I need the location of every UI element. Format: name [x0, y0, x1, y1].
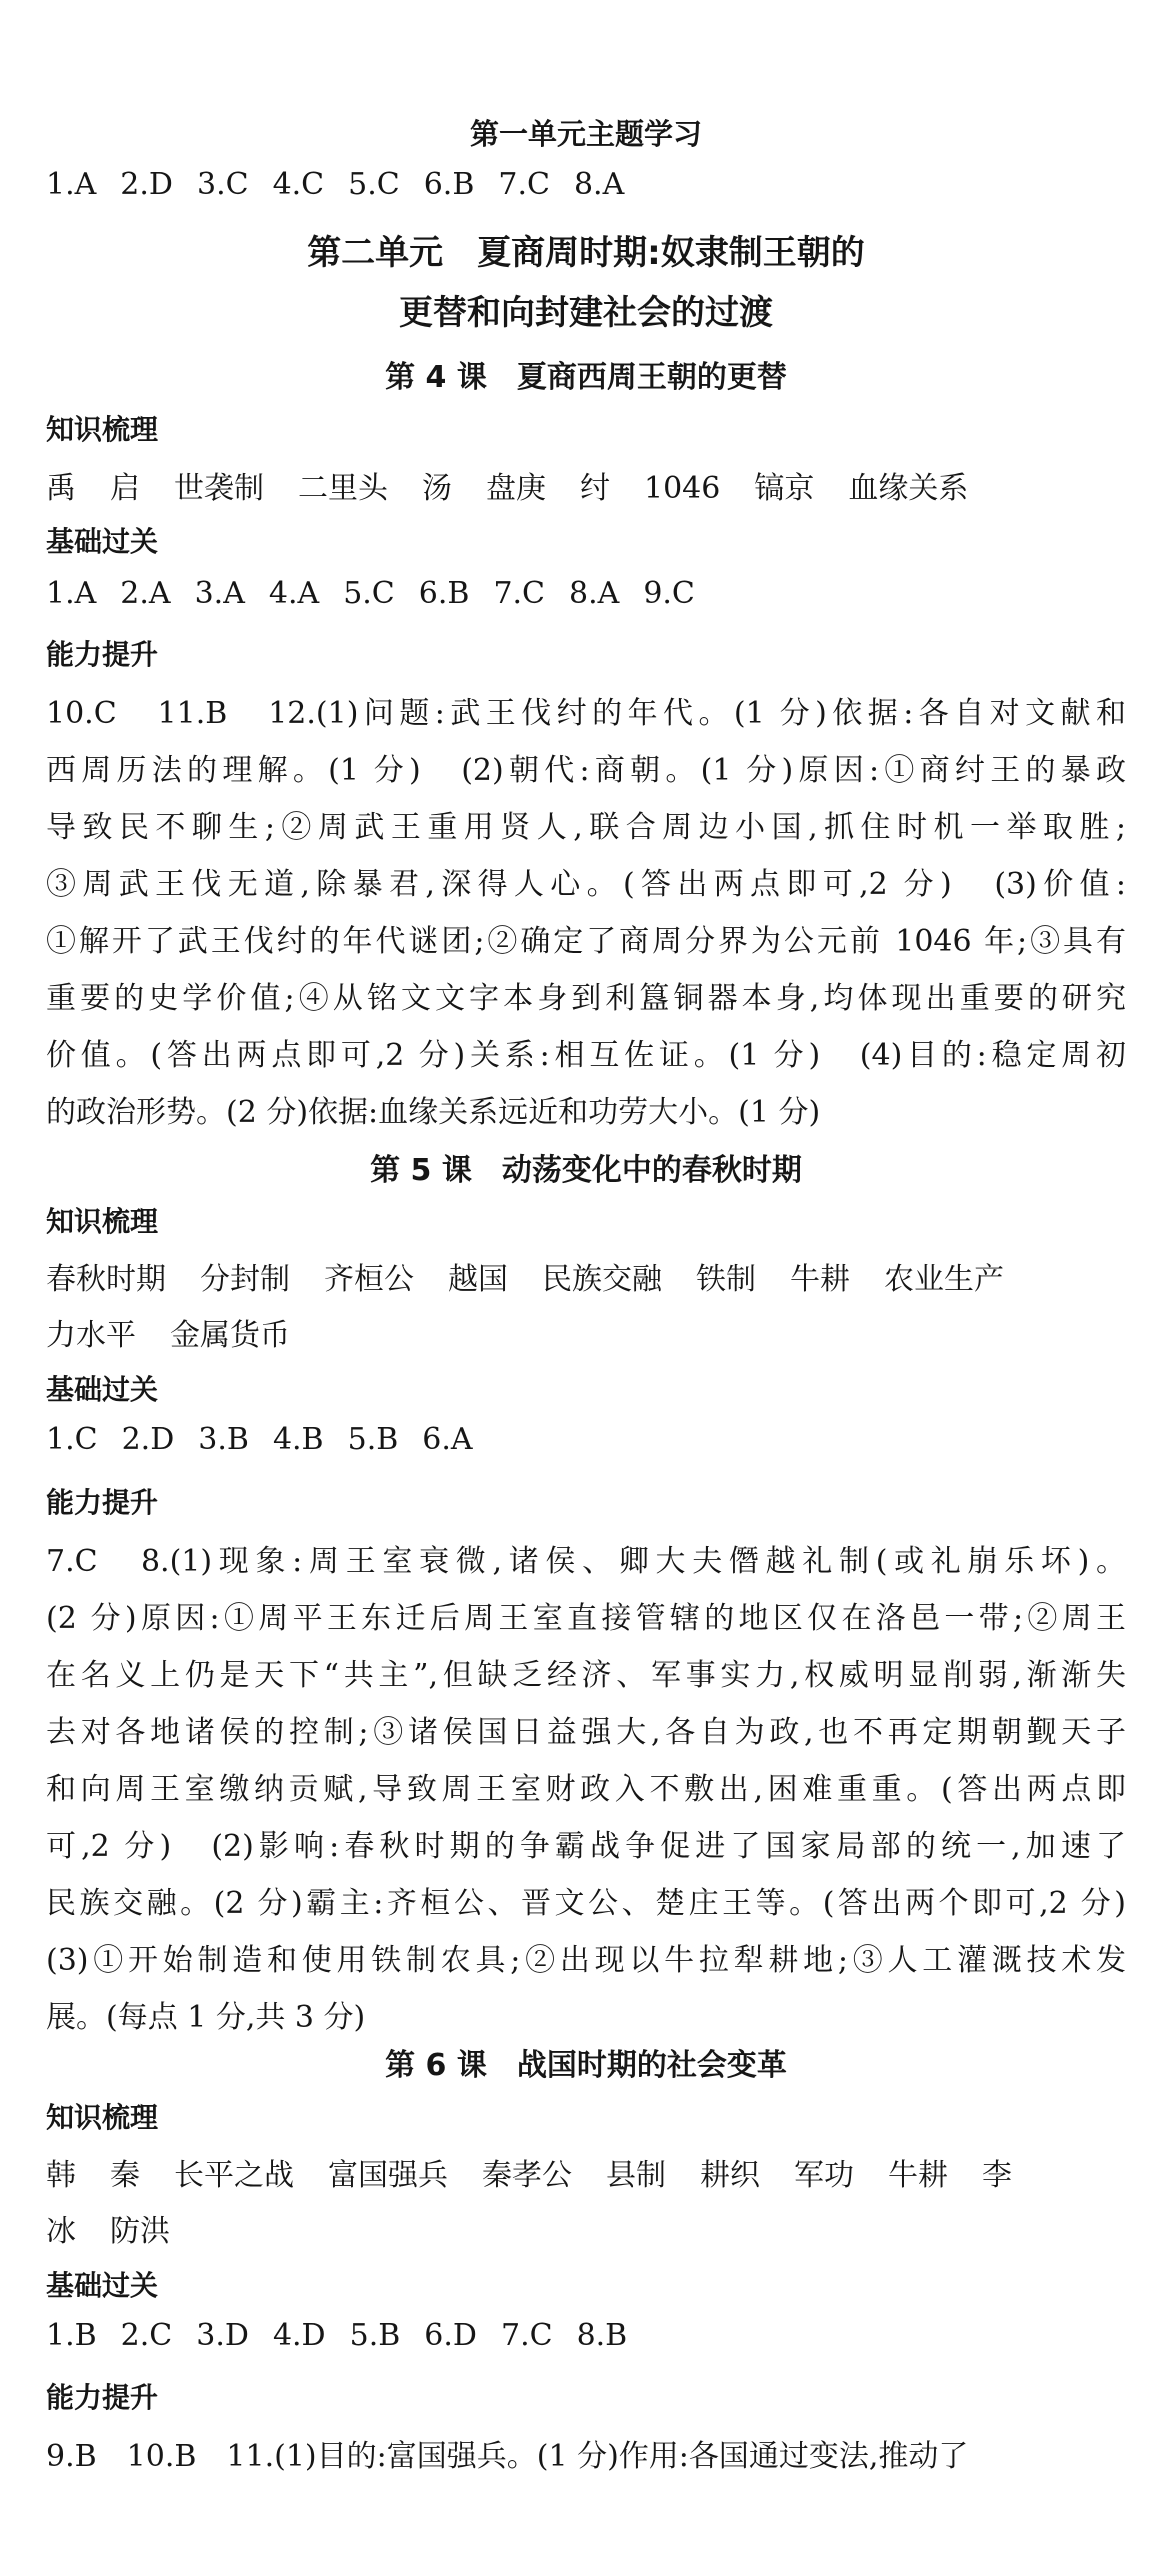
lesson5-knowledge-label: 知识梳理 [46, 1205, 159, 1238]
list-item: 8.A [569, 576, 620, 611]
lesson6-basic-label: 基础过关 [46, 2269, 159, 2302]
list-item: 启 [110, 471, 140, 506]
lesson6-basic-answers [46, 2318, 651, 2353]
text-line: 10.C 11.B 12.(1)问题:武王伐纣的年代。(1 分)依据:各自对文献和 [46, 696, 1126, 731]
list-item: 6.B [423, 167, 475, 202]
list-item: 镐京 [754, 471, 815, 506]
text-line: 在名义上仍是天下“共主”,但缺乏经济、军事实力,权威明显削弱,渐渐失 [46, 1658, 1126, 1693]
text-line: 民族交融。(2 分)霸主:齐桓公、晋文公、楚庄王等。(答出两个即可,2 分) [46, 1886, 1126, 1921]
list-item: 7.C [498, 167, 550, 202]
text-line: 价值。(答出两点即可,2 分)关系:相互佐证。(1 分) (4)目的:稳定周初 [46, 1038, 1126, 1073]
list-item: 民族交融 [542, 1262, 662, 1297]
text-line: (2 分)原因:①周平王东迁后周王室直接管辖的地区仅在洛邑一带;②周王 [46, 1601, 1126, 1636]
list-item: 世袭制 [174, 471, 264, 506]
list-item: 8.A [573, 167, 625, 202]
unit2-title-line1: 第二单元 夏商周时期:奴隶制王朝的 [307, 233, 865, 273]
lesson4-basic-answers [46, 576, 719, 611]
list-item: 秦 [110, 2158, 140, 2193]
text-line: 7.C 8.(1)现象:周王室衰微,诸侯、卿大夫僭越礼制(或礼崩乐坏)。 [46, 1544, 1126, 1579]
text-line: 和向周王室缴纳贡赋,导致周王室财政入不敷出,困难重重。(答出两点即 [46, 1772, 1126, 1807]
list-item: 1.B [46, 2318, 97, 2353]
list-item: 4.C [272, 167, 325, 202]
text-line: 导致民不聊生;②周武王重用贤人,联合周边小国,抓住时机一举取胜; [46, 810, 1126, 845]
lesson5-title: 第 5 课 动荡变化中的春秋时期 [370, 1153, 802, 1188]
list-item: 2.C [120, 2318, 173, 2353]
text-line: 展。(每点 1 分,共 3 分) [46, 2000, 366, 2035]
list-item: 4.A [268, 576, 320, 611]
list-item: 1.A [46, 576, 97, 611]
lesson4-title: 第 4 课 夏商西周王朝的更替 [385, 360, 787, 395]
list-item: 耕织 [700, 2158, 760, 2193]
list-item: 军功 [794, 2158, 854, 2193]
list-item: 金属货币 [170, 1318, 290, 1353]
list-item: 血缘关系 [848, 471, 969, 506]
lesson5-ability-label: 能力提升 [46, 1486, 159, 1519]
list-item: 7.C [493, 576, 546, 611]
list-item: 1.C [46, 1422, 98, 1457]
lesson6-knowledge-line2 [46, 2206, 204, 2250]
list-item: 6.B [418, 576, 470, 611]
text-line: 西周历法的理解。(1 分) (2)朝代:商朝。(1 分)原因:①商纣王的暴政 [46, 753, 1126, 788]
list-item: 纣 [580, 471, 610, 506]
list-item: 6.D [424, 2318, 477, 2353]
lesson4-basic-label: 基础过关 [46, 525, 159, 558]
list-item: 力水平 [46, 1318, 136, 1353]
list-item: 6.A [422, 1422, 473, 1457]
text-line: 的政治形势。(2 分)依据:血缘关系远近和功劳大小。(1 分) [46, 1095, 821, 1130]
list-item: 3.C [196, 167, 249, 202]
list-item: 二里头 [298, 471, 388, 506]
list-item: 富国强兵 [328, 2158, 448, 2193]
unit2-title-line2: 更替和向封建社会的过渡 [399, 293, 773, 333]
list-item: 5.B [349, 2318, 401, 2353]
lesson6-knowledge-label: 知识梳理 [46, 2101, 159, 2134]
list-item: 盘庚 [486, 471, 546, 506]
list-item: 县制 [606, 2158, 666, 2193]
list-item: 2.D [120, 167, 173, 202]
lesson4-knowledge-label: 知识梳理 [46, 413, 159, 446]
list-item: 1046 [644, 471, 721, 506]
list-item: 长平之战 [174, 2158, 294, 2193]
list-item: 3.D [196, 2318, 249, 2353]
text-line: 可,2 分) (2)影响:春秋时期的争霸战争促进了国家局部的统一,加速了 [46, 1829, 1126, 1864]
list-item: 4.D [272, 2318, 326, 2353]
list-item: 2.A [120, 576, 171, 611]
lesson5-knowledge-line2 [46, 1310, 324, 1354]
list-item: 齐桓公 [324, 1262, 414, 1297]
list-item: 5.C [343, 576, 395, 611]
unit1-answers [46, 167, 648, 202]
list-item: 3.A [194, 576, 245, 611]
list-item: 防洪 [110, 2214, 170, 2249]
list-item: 汤 [422, 471, 452, 506]
text-line: ③周武王伐无道,除暴君,深得人心。(答出两点即可,2 分) (3)价值: [46, 867, 1126, 902]
list-item: 农业生产 [884, 1262, 1004, 1297]
text-line: 9.B 10.B 11.(1)目的:富国强兵。(1 分)作用:各国通过变法,推动了 [46, 2439, 969, 2474]
lesson6-title: 第 6 课 战国时期的社会变革 [385, 2048, 787, 2083]
lesson6-knowledge-line1 [46, 2150, 1046, 2194]
list-item: 5.C [348, 167, 400, 202]
list-item: 李 [982, 2158, 1012, 2193]
lesson4-knowledge-items [46, 463, 1002, 507]
list-item: 冰 [46, 2214, 76, 2249]
list-item: 秦孝公 [482, 2158, 572, 2193]
list-item: 2.D [121, 1422, 175, 1457]
list-item: 1.A [46, 167, 97, 202]
list-item: 牛耕 [790, 1262, 850, 1297]
lesson6-ability-label: 能力提升 [46, 2381, 159, 2414]
list-item: 9.C [643, 576, 695, 611]
text-line: 去对各地诸侯的控制;③诸侯国日益强大,各自为政,也不再定期朝觐天子 [46, 1715, 1126, 1750]
text-line: (3)①开始制造和使用铁制农具;②出现以牛拉犁耕地;③人工灌溉技术发 [46, 1943, 1126, 1978]
text-line: ①解开了武王伐纣的年代谜团;②确定了商周分界为公元前 1046 年;③具有 [46, 924, 1126, 959]
list-item: 越国 [448, 1262, 508, 1297]
list-item: 禹 [46, 471, 76, 506]
list-item: 3.B [198, 1422, 249, 1457]
list-item: 分封制 [200, 1262, 290, 1297]
unit1-title: 第一单元主题学习 [469, 117, 702, 151]
lesson5-knowledge-line1 [46, 1254, 1038, 1298]
lesson5-basic-answers [46, 1422, 497, 1457]
text-line: 重要的史学价值;④从铭文文字本身到利簋铜器本身,均体现出重要的研究 [46, 981, 1126, 1016]
lesson5-basic-label: 基础过关 [46, 1373, 159, 1406]
list-item: 牛耕 [888, 2158, 948, 2193]
list-item: 春秋时期 [46, 1262, 166, 1297]
list-item: 8.B [576, 2318, 628, 2353]
list-item: 韩 [46, 2158, 76, 2193]
list-item: 铁制 [696, 1262, 756, 1297]
list-item: 4.B [272, 1422, 324, 1457]
list-item: 5.B [347, 1422, 399, 1457]
list-item: 7.C [500, 2318, 553, 2353]
lesson4-ability-label: 能力提升 [46, 638, 159, 671]
